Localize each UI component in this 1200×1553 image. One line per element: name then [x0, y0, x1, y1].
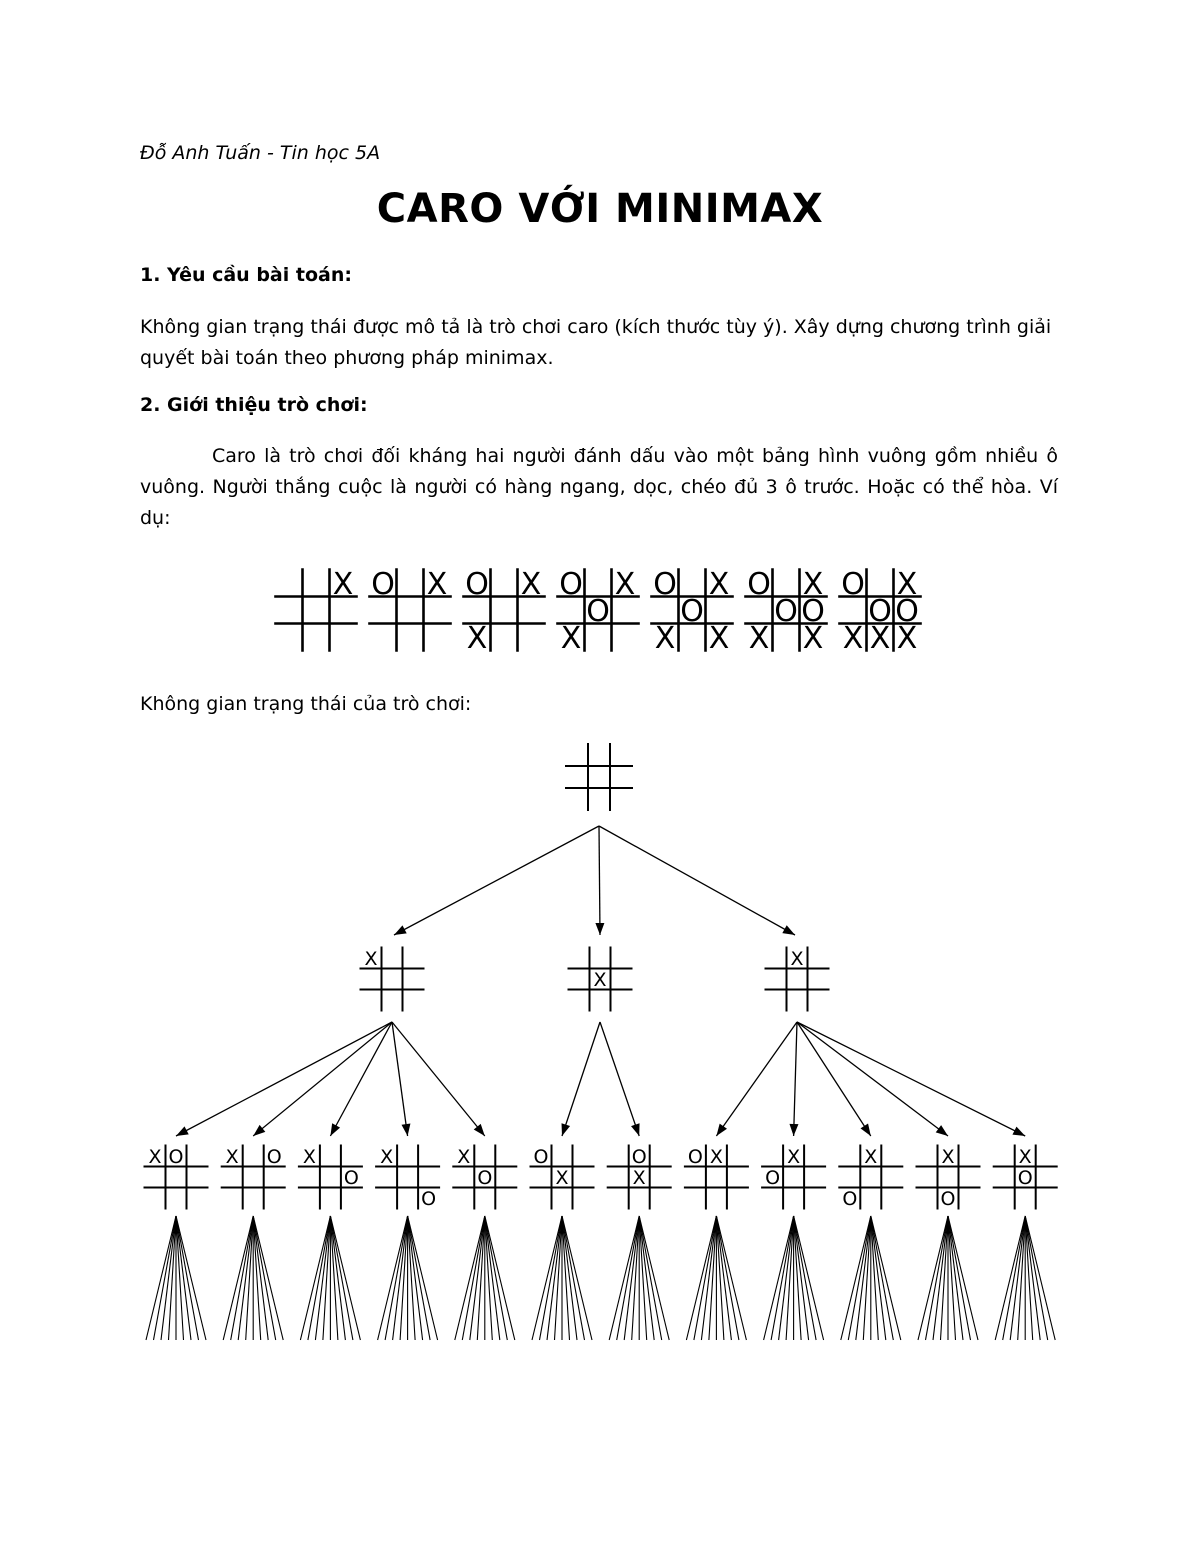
x-mark: X	[787, 1145, 801, 1168]
x-mark: X	[802, 620, 824, 656]
branch-fan	[841, 1216, 901, 1340]
arrow-head	[861, 1123, 871, 1136]
o-mark: O	[168, 1145, 184, 1168]
o-mark: O	[841, 566, 865, 602]
tree-level2-board	[685, 1146, 748, 1209]
tree-arrow	[176, 1022, 392, 1136]
o-mark: O	[653, 566, 677, 602]
arrow-head	[789, 1124, 798, 1136]
branch-line	[856, 1216, 871, 1340]
branch-line	[315, 1216, 330, 1340]
o-mark: O	[868, 593, 892, 629]
x-mark: X	[802, 566, 824, 602]
o-mark: O	[266, 1145, 282, 1168]
x-mark: X	[466, 620, 488, 656]
tree-arrow	[394, 826, 599, 935]
o-mark: O	[465, 566, 489, 602]
arrow-head	[716, 1124, 727, 1136]
branch-line	[146, 1216, 176, 1340]
tree-level2-board	[299, 1146, 362, 1209]
x-mark: X	[364, 947, 378, 970]
arrow-head	[562, 1123, 571, 1136]
arrow-head	[936, 1125, 948, 1136]
x-mark: X	[708, 566, 730, 602]
arrow-shaft	[797, 1022, 871, 1136]
branch-fan	[146, 1216, 206, 1340]
branch-line	[408, 1216, 423, 1340]
o-mark: O	[559, 566, 583, 602]
tree-level2-board	[376, 1146, 439, 1210]
x-mark: X	[148, 1145, 162, 1168]
x-mark: X	[380, 1145, 394, 1168]
x-mark: X	[842, 620, 864, 656]
tree-arrow	[789, 1022, 798, 1136]
x-mark: X	[560, 620, 582, 656]
branch-line	[686, 1216, 716, 1340]
arrow-head	[595, 923, 604, 935]
x-mark: X	[869, 620, 891, 656]
branch-line	[779, 1216, 794, 1340]
branch-line	[639, 1216, 654, 1340]
tree-arrow	[253, 1022, 392, 1136]
tree-arrow	[797, 1022, 1025, 1136]
arrow-shaft	[599, 826, 600, 935]
branch-line	[794, 1216, 809, 1340]
o-mark: O	[687, 1145, 703, 1168]
o-mark: O	[477, 1166, 493, 1189]
o-mark: O	[1017, 1166, 1033, 1189]
arrow-shaft	[797, 1022, 948, 1136]
branch-fan	[609, 1216, 669, 1340]
branch-fan	[995, 1216, 1055, 1340]
branch-line	[871, 1216, 886, 1340]
branch-line	[995, 1216, 1025, 1340]
tree-level1-board	[361, 948, 424, 1011]
x-mark: X	[426, 566, 448, 602]
tree-root-board	[566, 744, 632, 810]
branch-fan	[378, 1216, 438, 1340]
tree-arrow	[716, 1022, 797, 1136]
arrow-shaft	[562, 1022, 600, 1136]
arrow-head	[253, 1125, 265, 1136]
branch-line	[562, 1216, 592, 1340]
x-mark: X	[614, 566, 636, 602]
x-mark: X	[225, 1145, 239, 1168]
branch-line	[485, 1216, 500, 1340]
branch-line	[639, 1216, 669, 1340]
x-mark: X	[302, 1145, 316, 1168]
branch-line	[794, 1216, 824, 1340]
section1-paragraph: Không gian trạng thái được mô tả là trò chơi caro (kích thước tùy ý). Xây dựng chương trình giải quyết bài toán theo phương pháp minimax.	[140, 316, 1052, 369]
branch-fan	[455, 1216, 515, 1340]
branch-line	[948, 1216, 963, 1340]
branch-line	[238, 1216, 253, 1340]
tree-arrow	[330, 1022, 392, 1136]
branch-line	[1025, 1216, 1055, 1340]
arrow-shaft	[394, 826, 599, 935]
o-mark: O	[895, 593, 919, 629]
arrow-shaft	[392, 1022, 485, 1136]
arrow-shaft	[330, 1022, 392, 1136]
o-mark: O	[747, 566, 771, 602]
o-mark: O	[842, 1187, 858, 1210]
state-space-caption: Không gian trạng thái của trò chơi:	[140, 693, 472, 715]
arrow-shaft	[176, 1022, 392, 1136]
branch-line	[223, 1216, 253, 1340]
tree-level2-board	[917, 1146, 980, 1210]
arrow-head	[782, 925, 795, 935]
tree-level2-board	[145, 1146, 208, 1209]
arrow-shaft	[253, 1022, 392, 1136]
branch-line	[871, 1216, 901, 1340]
section2-heading: 2. Giới thiệu trò chơi:	[140, 394, 368, 416]
branch-line	[300, 1216, 330, 1340]
branch-line	[378, 1216, 408, 1340]
x-mark: X	[654, 620, 676, 656]
branch-line	[393, 1216, 408, 1340]
tree-level2-board	[531, 1146, 594, 1209]
tree-level2-board	[453, 1146, 516, 1209]
tree-arrow	[595, 826, 604, 935]
o-mark: O	[680, 593, 704, 629]
section2-paragraph: Caro là trò chơi đối kháng hai người đánh dấu vào một bảng hình vuông gồm nhiều ô vuông. Người thắng cuộc là người có hàng ngang, dọc, chéo đủ 3 ô trước. Hoặc có thể hòa. Ví dụ:	[140, 445, 1058, 529]
branch-fan	[918, 1216, 978, 1340]
arrow-shaft	[797, 1022, 1025, 1136]
tree-level2-board	[222, 1146, 285, 1209]
o-mark: O	[631, 1145, 647, 1168]
x-mark: X	[457, 1145, 471, 1168]
arrow-shaft	[600, 1022, 639, 1136]
branch-fan	[764, 1216, 824, 1340]
branch-line	[562, 1216, 577, 1340]
x-mark: X	[520, 566, 542, 602]
o-mark: O	[421, 1187, 437, 1210]
branch-line	[176, 1216, 206, 1340]
tree-arrow	[599, 826, 795, 935]
branch-line	[609, 1216, 639, 1340]
tree-level2-board	[839, 1146, 902, 1210]
x-mark: X	[593, 968, 607, 991]
x-mark: X	[748, 620, 770, 656]
tree-level1-board	[569, 948, 632, 1011]
x-mark: X	[709, 1145, 723, 1168]
branch-line	[716, 1216, 731, 1340]
tree-level1-board	[766, 948, 829, 1011]
x-mark: X	[896, 620, 918, 656]
tree-level2-board	[762, 1146, 825, 1209]
branch-fan	[300, 1216, 360, 1340]
tree-arrow	[392, 1022, 410, 1136]
arrow-head	[176, 1126, 189, 1136]
author-line: Đỗ Anh Tuấn - Tin học 5A	[140, 142, 381, 164]
branch-fan	[686, 1216, 746, 1340]
arrow-head	[1012, 1127, 1025, 1136]
branch-line	[547, 1216, 562, 1340]
arrow-head	[402, 1124, 411, 1136]
branch-line	[161, 1216, 176, 1340]
branch-fan	[532, 1216, 592, 1340]
arrow-head	[330, 1123, 340, 1136]
branch-fan	[223, 1216, 283, 1340]
arrow-shaft	[716, 1022, 797, 1136]
branch-line	[532, 1216, 562, 1340]
x-mark: X	[790, 947, 804, 970]
section1-heading: 1. Yêu cầu bài toán:	[140, 264, 352, 286]
x-mark: X	[864, 1145, 878, 1168]
branch-line	[253, 1216, 268, 1340]
arrow-shaft	[599, 826, 795, 935]
x-mark: X	[555, 1166, 569, 1189]
tree-arrow	[392, 1022, 485, 1136]
x-mark: X	[896, 566, 918, 602]
arrow-head	[394, 925, 407, 935]
branch-line	[701, 1216, 716, 1340]
tree-arrow	[600, 1022, 640, 1136]
branch-line	[408, 1216, 438, 1340]
o-mark: O	[774, 593, 798, 629]
branch-line	[1025, 1216, 1040, 1340]
o-mark: O	[343, 1166, 359, 1189]
branch-line	[485, 1216, 515, 1340]
arrow-head	[631, 1123, 640, 1136]
branch-line	[1010, 1216, 1025, 1340]
branch-line	[918, 1216, 948, 1340]
o-mark: O	[940, 1187, 956, 1210]
tree-level2-board	[994, 1146, 1057, 1209]
arrow-head	[474, 1124, 485, 1136]
x-mark: X	[332, 566, 354, 602]
arrow-shaft	[794, 1022, 797, 1136]
x-mark: X	[1018, 1145, 1032, 1168]
x-mark: X	[941, 1145, 955, 1168]
branch-line	[624, 1216, 639, 1340]
branch-line	[841, 1216, 871, 1340]
x-mark: X	[708, 620, 730, 656]
o-mark: O	[533, 1145, 549, 1168]
tree-arrow	[562, 1022, 600, 1136]
branch-line	[716, 1216, 746, 1340]
branch-line	[948, 1216, 978, 1340]
branch-line	[253, 1216, 283, 1340]
branch-line	[455, 1216, 485, 1340]
branch-line	[764, 1216, 794, 1340]
tree-level2-board	[608, 1146, 671, 1209]
tree-arrow	[797, 1022, 871, 1136]
branch-line	[330, 1216, 345, 1340]
branch-line	[176, 1216, 191, 1340]
x-mark: X	[632, 1166, 646, 1189]
tree-arrow	[797, 1022, 948, 1136]
page-title: CARO VỚI MINIMAX	[376, 186, 824, 232]
o-mark: O	[586, 593, 610, 629]
o-mark: O	[371, 566, 395, 602]
branch-line	[933, 1216, 948, 1340]
branch-line	[470, 1216, 485, 1340]
branch-line	[330, 1216, 360, 1340]
o-mark: O	[801, 593, 825, 629]
o-mark: O	[765, 1166, 781, 1189]
